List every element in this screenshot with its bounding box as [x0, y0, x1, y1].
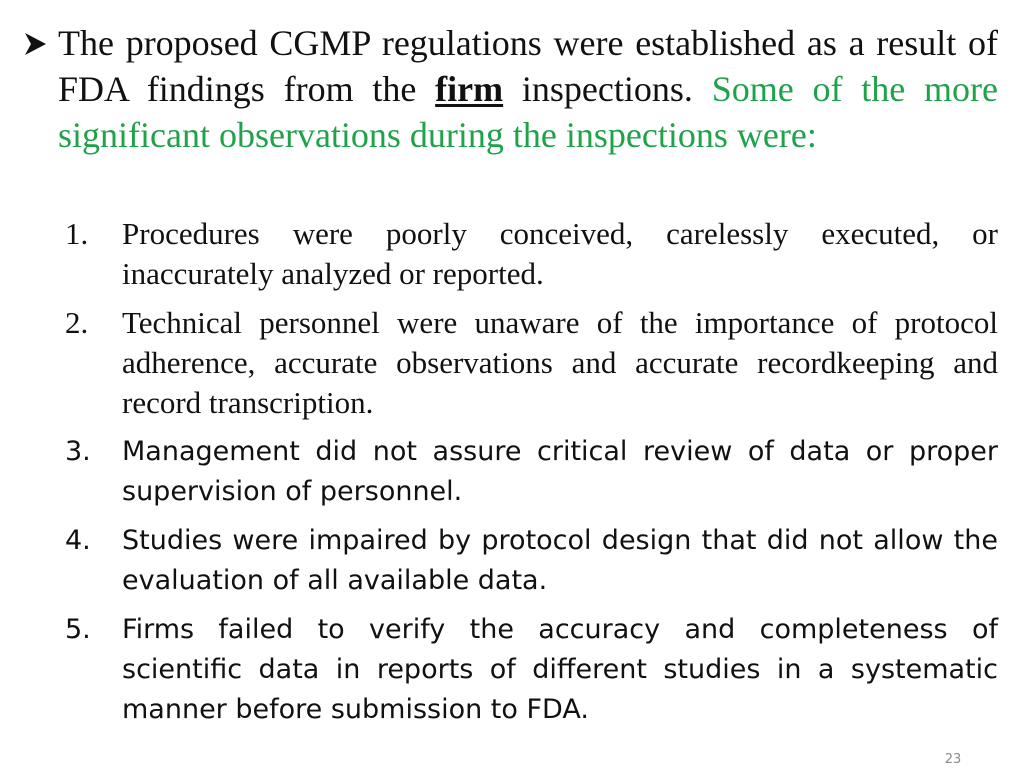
list-item [60, 521, 998, 601]
main-bullet [22, 20, 998, 158]
list-item [60, 214, 998, 294]
list-item-text: Studies were impaired by protocol design that did not allow the evaluation of all available data. [122, 525, 998, 596]
lead-text-part1: The proposed CGMP regulations were established as a result of FDA findings from the [58, 23, 998, 109]
highlight-text: Some of the more significant observations during the inspections were: [58, 69, 998, 155]
page-number: 23 [944, 752, 962, 767]
observations-list [60, 214, 998, 739]
lead-paragraph [58, 20, 998, 158]
list-item-text: Procedures were poorly conceived, carelessly executed, or inaccurately analyzed or reported. [122, 216, 998, 291]
list-item [60, 610, 998, 730]
list-item-text: Technical personnel were unaware of the importance of protocol adherence, accurate observations and accurate recordkeeping and record transcription. [122, 305, 998, 420]
list-item-number: 1. [65, 216, 89, 251]
list-item [60, 432, 998, 512]
list-item-number: 5. [65, 614, 91, 645]
keyword-firm: firm [435, 69, 504, 109]
list-item-number: 2. [65, 305, 89, 340]
list-item-number: 3. [65, 436, 91, 467]
list-item-text: Firms failed to verify the accuracy and completeness of scientific data in reports of different studies in a systematic manner before submission to FDA. [122, 614, 998, 725]
list-item [60, 303, 998, 423]
list-item-text: Management did not assure critical review of data or proper supervision of personnel. [122, 436, 998, 507]
lead-text-part2: inspections. [503, 69, 712, 109]
list-item-number: 4. [65, 525, 91, 556]
arrowhead-bullet-icon [22, 31, 48, 57]
